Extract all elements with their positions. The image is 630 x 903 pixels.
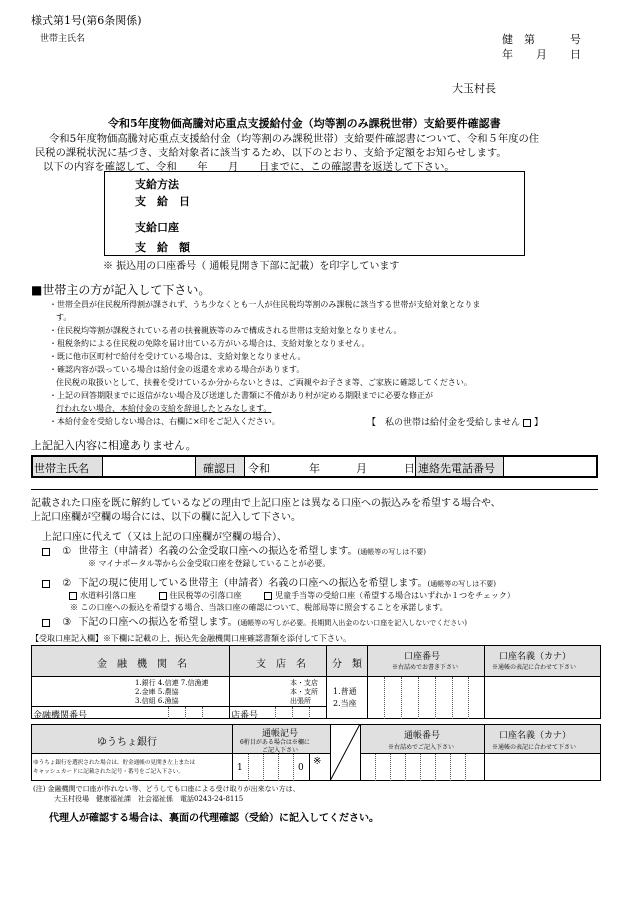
doc-no-go: 号 xyxy=(570,33,581,46)
doc-no-prefix: 健 xyxy=(502,33,513,46)
branch-type-3: 出張所 xyxy=(290,697,311,705)
confirm-date-label: 確認日 xyxy=(203,462,236,475)
water-account-label: 水道料引落口座 xyxy=(80,591,136,600)
householder-name-field[interactable] xyxy=(103,457,195,476)
category-header: 分 類 xyxy=(332,659,362,670)
phone-field[interactable] xyxy=(504,457,596,476)
category-2: 2.当座 xyxy=(333,699,357,708)
account-holder-note: ※通帳の表記に合わせて下さい xyxy=(492,664,577,671)
category-1: 1.普通 xyxy=(333,687,357,696)
account-print-note: ※ 振込用の口座番号（ 通帳見開き下部に記載）を印字しています xyxy=(103,261,400,272)
bullet-refund-b: 住民税の取扱いとして、扶養を受けているか分からないときは、ご両親やお子さま等、ご家族に確認してください。 xyxy=(56,378,472,387)
intro-line-1: 令和5年度物価高騰対応重点支援給付金（均等割のみ課税世帯）支給要件確認書について、令和５年度の住 xyxy=(49,133,540,145)
footer-note-2: 大玉村役場 健康福祉課 社会福祉係 電話0243-24-8115 xyxy=(54,795,244,803)
confirm-phone-label: 連絡先電話番号 xyxy=(418,462,495,475)
passbook-sym-mark: ※ xyxy=(313,756,322,767)
branch-type-1: 本・支店 xyxy=(290,679,318,687)
passbook-no-header: 通帳番号 xyxy=(404,731,441,741)
confirm-reiwa: 令和 xyxy=(248,462,270,475)
child-allowance-label: 児童手当等の受給口座 xyxy=(275,591,356,600)
decline-option xyxy=(367,415,543,428)
passbook-sym-digit-0: 0 xyxy=(298,763,304,773)
bank-types-2: 2.金庫 5.農協 xyxy=(135,688,179,696)
tax-account-checkbox[interactable] xyxy=(159,592,167,600)
option-1-small: (通帳等の写しは不要) xyxy=(357,548,427,556)
option-2-label: 下記の現に使用している世帯主（申請者）名義の口座への振込を希望します。 xyxy=(78,578,428,589)
page-title: 令和5年度物価高騰対応重点支援給付金（均等割のみ課税世帯）支給要件確認書 xyxy=(108,117,501,130)
footer-note-1: (注) 金融機関で口座が作れない等、どうしても口座による受け取りが出来ない方は、 xyxy=(33,785,300,793)
confirm-month: 月 xyxy=(356,462,367,475)
account-no-note: ※右詰めでお書き下さい xyxy=(392,664,459,671)
payment-date-label: 支 給 日 xyxy=(135,195,190,208)
payment-account-label: 支給口座 xyxy=(135,221,179,234)
section2-text-2: 上記口座欄が空欄の場合には、以下の欄に記入して下さい。 xyxy=(31,512,301,523)
bank-code-label: 金融機関番号 xyxy=(33,711,88,721)
issuer: 大玉村長 xyxy=(452,82,496,95)
date-day: 日 xyxy=(570,48,581,61)
branch-type-2: 本・支所 xyxy=(290,688,318,696)
bank-types-1: 1.銀行 4.信連 7.信漁連 xyxy=(135,679,209,687)
choice-note: （希望する場合はいずれか１つをチェック） xyxy=(355,591,515,600)
householder-name-label: 世帯主氏名 xyxy=(40,34,86,44)
water-account-checkbox[interactable] xyxy=(69,592,77,600)
intro-line-2: 民税の課税状況に基づき、支給対象者に該当するため、以下のとおり、支給予定額をお知らせします。 xyxy=(35,147,507,159)
yucho-slash xyxy=(330,724,360,781)
option-3-label: 下記の口座への振込を希望します。 xyxy=(78,617,238,628)
bullet-eligibility-1b: す。 xyxy=(56,313,72,322)
option-1-checkbox[interactable] xyxy=(42,548,50,556)
yucho-holder-header: 口座名義（カナ） xyxy=(499,731,572,741)
doc-no-dai: 第 xyxy=(524,33,535,46)
confirm-day: 日 xyxy=(404,462,415,475)
section2-text-3: 上記口座に代えて（又は上記の口座欄が空欄の場合）、 xyxy=(42,532,287,543)
passbook-sym-digit-1: 1 xyxy=(237,763,243,773)
tax-account-label: 住民税等の引落口座 xyxy=(169,591,242,600)
account-holder-header: 口座名義（カナ） xyxy=(499,652,572,662)
option-1 xyxy=(42,542,426,557)
bullet-dependents: ・住民税均等割が課税されている者の扶養親族等のみで構成される世帯は支給対象となりません。 xyxy=(49,326,402,335)
intro-line-3: 以下の内容を確認して、令和 年 月 日までに、この確認書を返送して下さい。 xyxy=(43,161,455,173)
yucho-header: ゆうちょ銀行 xyxy=(97,737,157,748)
account-no-header: 口座番号 xyxy=(404,652,441,662)
passbook-sym-header: 通帳記号 xyxy=(262,729,299,739)
option-2-note: ※ この口座への振込を希望する場合、当該口座の確認について、税部局等に照会することを承諾します。 xyxy=(70,603,448,612)
option-3 xyxy=(42,613,467,628)
bullet-eligibility-1: ・世帯全員が住民税所得割が課されず、うち少なくとも一人が住民税均等割のみ課税に該当する世帯が支給対象となりま xyxy=(49,300,481,309)
branch-name-header: 支 店 名 xyxy=(256,659,306,670)
payment-amount-label: 支 給 額 xyxy=(135,241,190,254)
option-1-number: ① xyxy=(62,546,72,557)
bank-form-caption: 【受取口座記入欄】※下欄に記載の上、振込先金融機関口座確認書類を添付して下さい。 xyxy=(31,634,351,643)
bank-name-header: 金 融 機 関 名 xyxy=(97,659,187,670)
option-2-small: (通帳等の写しは不要) xyxy=(427,580,497,588)
yucho-holder-note: ※通帳の表記に合わせて下さい xyxy=(492,744,577,751)
bullet-deadline-b: 行われない場合、本給付金の支給を辞退したとみなします。 xyxy=(56,404,272,413)
branch-code-label: 店番号 xyxy=(231,711,259,721)
child-allowance-checkbox[interactable] xyxy=(264,592,272,600)
date-year: 年 xyxy=(502,48,513,61)
bullet-other-municipality: ・既に他市区町村で給付を受けている場合は、支給対象となりません。 xyxy=(49,352,306,361)
yucho-note-1: ゆうちょ銀行を選択された場合は、貯金通帳の見開き左上または xyxy=(33,760,196,766)
passbook-sym-note: 6桁目がある場合は※欄に xyxy=(240,739,310,746)
bullet-treaty: ・租税条約による住民税の免除を届け出ている方がいる場合は、支給対象となりません。 xyxy=(49,339,370,348)
yucho-note-2: キャッシュカードに記載された記号・番号をご記入下さい。 xyxy=(33,769,184,775)
decline-label: 【 私の世帯は給付金を受給しません xyxy=(367,418,521,428)
option-2-choices xyxy=(66,590,515,601)
section-householder-heading: ■世帯主の方が記入して下さい。 xyxy=(31,283,211,297)
option-3-checkbox[interactable] xyxy=(42,619,50,627)
form-number: 様式第1号(第6条関係) xyxy=(31,14,142,27)
payment-method-label: 支給方法 xyxy=(135,178,179,191)
confirm-statement: 上記記入内容に相違ありません。 xyxy=(31,439,197,452)
section2-text-1: 記載された口座を既に解約しているなどの理由で上記口座とは異なる口座への振込みを希望する場合や、 xyxy=(31,498,501,509)
decline-checkbox[interactable] xyxy=(523,419,531,427)
option-2-checkbox[interactable] xyxy=(42,580,50,588)
option-1-note: ※ マイナポータル等から公金受取口座を登録していることが必要。 xyxy=(88,559,331,568)
bullet-refund: ・確認内容が誤っている場合は給付金の返還を求める場合があります。 xyxy=(49,365,305,374)
option-2-number: ② xyxy=(62,578,72,589)
passbook-sym-note-2: ご記入下さい xyxy=(262,747,299,754)
bank-types-3: 3.信組 6.漁協 xyxy=(135,697,179,705)
option-2 xyxy=(42,574,496,589)
agent-note: 代理人が確認する場合は、裏面の代理確認（受給）に記入してください。 xyxy=(49,813,379,824)
bullet-decline: ・本給付金を受給しない場合は、右欄に×印をご記入ください。 xyxy=(49,417,280,426)
option-3-number: ③ xyxy=(62,617,72,628)
bullet-deadline: ・上記の回答期限までに返信がない場合及び送達した書類に不備があり村が定める期限までに必要な修正が xyxy=(49,391,433,400)
option-1-label: 世帯主（申請者）名義の公金受取口座への振込を希望します。 xyxy=(78,546,358,557)
decline-bracket: 】 xyxy=(534,418,544,428)
date-month: 月 xyxy=(536,48,547,61)
option-3-small: (通帳等の写しが必要。長期間入出金のない口座を記入しないでください) xyxy=(237,619,468,627)
confirm-householder-label: 世帯主氏名 xyxy=(34,462,89,475)
passbook-no-note: ※右詰めでご記入下さい xyxy=(388,744,455,751)
confirm-year: 年 xyxy=(309,462,320,475)
